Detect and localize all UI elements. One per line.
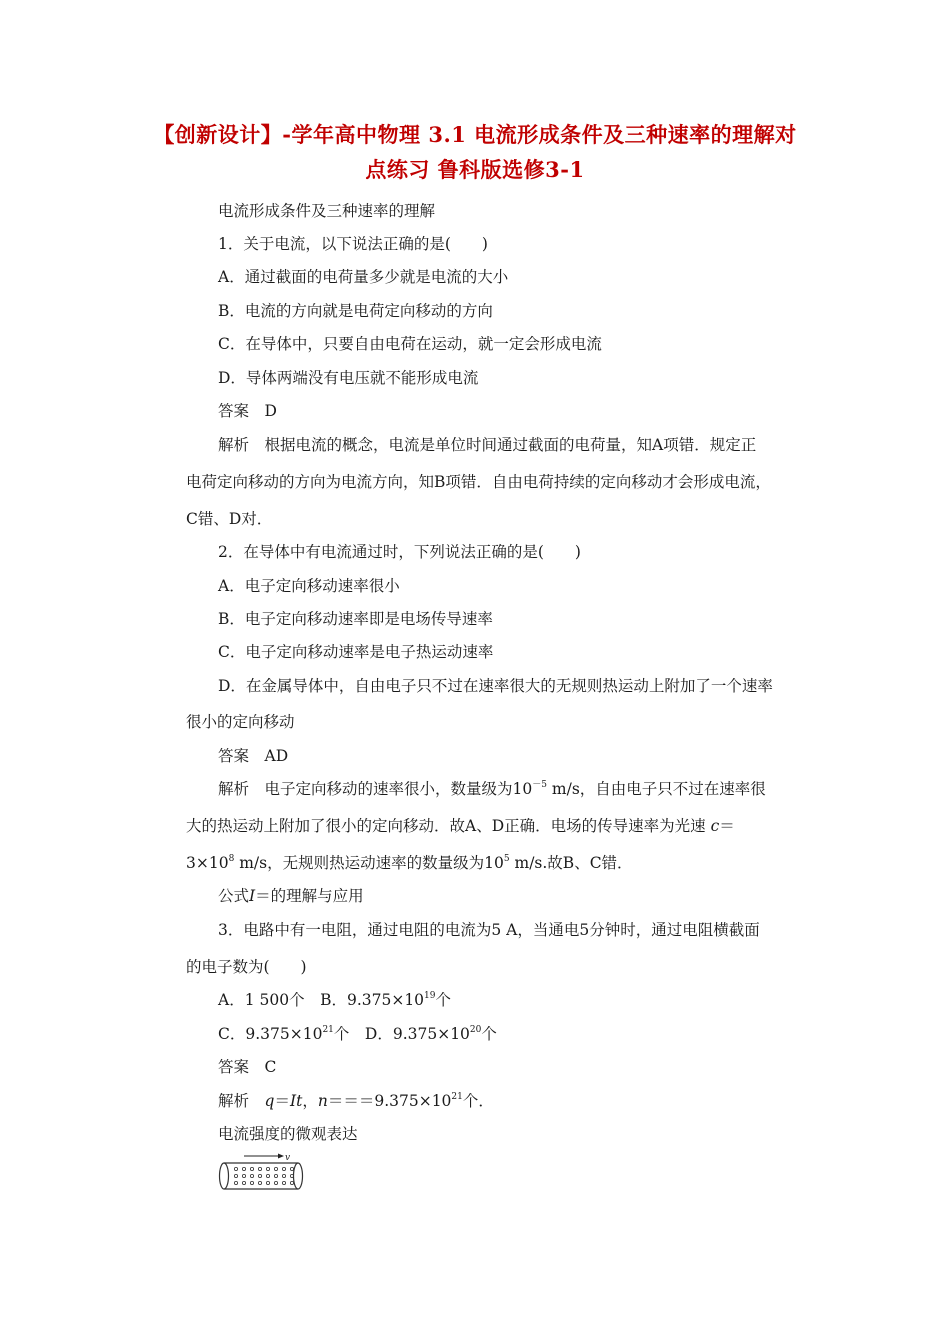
document-title: [120, 117, 830, 187]
q2-answer: 答案 AD: [218, 747, 289, 765]
title-line-1: 【创新设计】-学年高中物理 3.1 电流形成条件及三种速率的理解对: [153, 122, 797, 147]
conductor-cylinder-diagram: [218, 1152, 308, 1194]
q1-option-b: B．电流的方向就是电荷定向移动的方向: [218, 302, 493, 320]
cylinder-right-end: [294, 1163, 303, 1189]
q2-option-b: B．电子定向移动速率即是电场传导速率: [218, 610, 493, 628]
q2-explanation-line-1: 解析 电子定向移动的速率很小，数量级为$10^{-5}$ m/s，自由电子只不过在速率很: [218, 780, 766, 798]
q2-stem: 2．在导体中有电流通过时，下列说法正确的是( ): [218, 543, 581, 561]
section-heading-1: 电流形成条件及三种速率的理解: [218, 202, 436, 220]
cylinder-left-end: [220, 1163, 229, 1189]
q3-options-cd: C．$9.375\times 10^{21}$个 D．$9.375\times 10^{20}$个: [218, 1025, 497, 1043]
q1-explanation-line-2: 电荷定向移动的方向为电流方向，知B项错．自由电荷持续的定向移动才会形成电流，: [186, 473, 771, 491]
q1-answer: 答案 D: [218, 402, 277, 420]
q1-explanation-line-3: C错、D对．: [186, 510, 273, 528]
q3-stem-line-1: 3．电路中有一电阻，通过电阻的电流为5 A，当通电5分钟时，通过电阻横截面: [218, 921, 760, 939]
q2-option-c: C．电子定向移动速率是电子热运动速率: [218, 643, 494, 661]
q2-option-d-line-2: 很小的定向移动: [186, 713, 295, 731]
q1-explanation-line-1: 解析 根据电流的概念，电流是单位时间通过截面的电荷量，知A项错．规定正: [218, 436, 757, 454]
electron-dots: [234, 1167, 293, 1184]
velocity-label: v: [285, 1153, 291, 1163]
q3-answer: 答案 C: [218, 1058, 277, 1076]
q2-explanation-line-2: 大的热运动上附加了很小的定向移动．故A、D正确．电场的传导速率为光速 c＝: [186, 817, 735, 835]
q2-option-a: A．电子定向移动速率很小: [218, 577, 400, 595]
q3-explanation: 解析 q＝It，$n===9.375\times 10^{21}$个．: [218, 1092, 494, 1110]
q2-explanation-line-3: $3\times 10^8$ m/s，无规则热运动速率的数量级为$10^5$ m/s.故B、C错．: [186, 854, 633, 872]
q3-stem-line-2: 的电子数为( ): [186, 958, 307, 976]
section-heading-3: 电流强度的微观表达: [218, 1125, 358, 1143]
q1-option-c: C．在导体中，只要自由电荷在运动，就一定会形成电流: [218, 335, 602, 353]
q1-option-a: A．通过截面的电荷量多少就是电流的大小: [218, 268, 509, 286]
velocity-arrow-head: [278, 1154, 284, 1159]
title-line-2: 点练习 鲁科版选修3-1: [365, 157, 585, 182]
q1-stem: 1．关于电流，以下说法正确的是( ): [218, 235, 488, 253]
conductor-figure: [218, 1152, 308, 1198]
q2-option-d-line-1: D．在金属导体中，自由电子只不过在速率很大的无规则热运动上附加了一个速率: [218, 677, 773, 695]
q3-options-ab: A．1 500个 B．$9.375\times 10^{19}$个: [218, 991, 452, 1009]
section-heading-2: 公式I＝的理解与应用: [218, 887, 364, 905]
q1-option-d: D．导体两端没有电压就不能形成电流: [218, 369, 479, 387]
